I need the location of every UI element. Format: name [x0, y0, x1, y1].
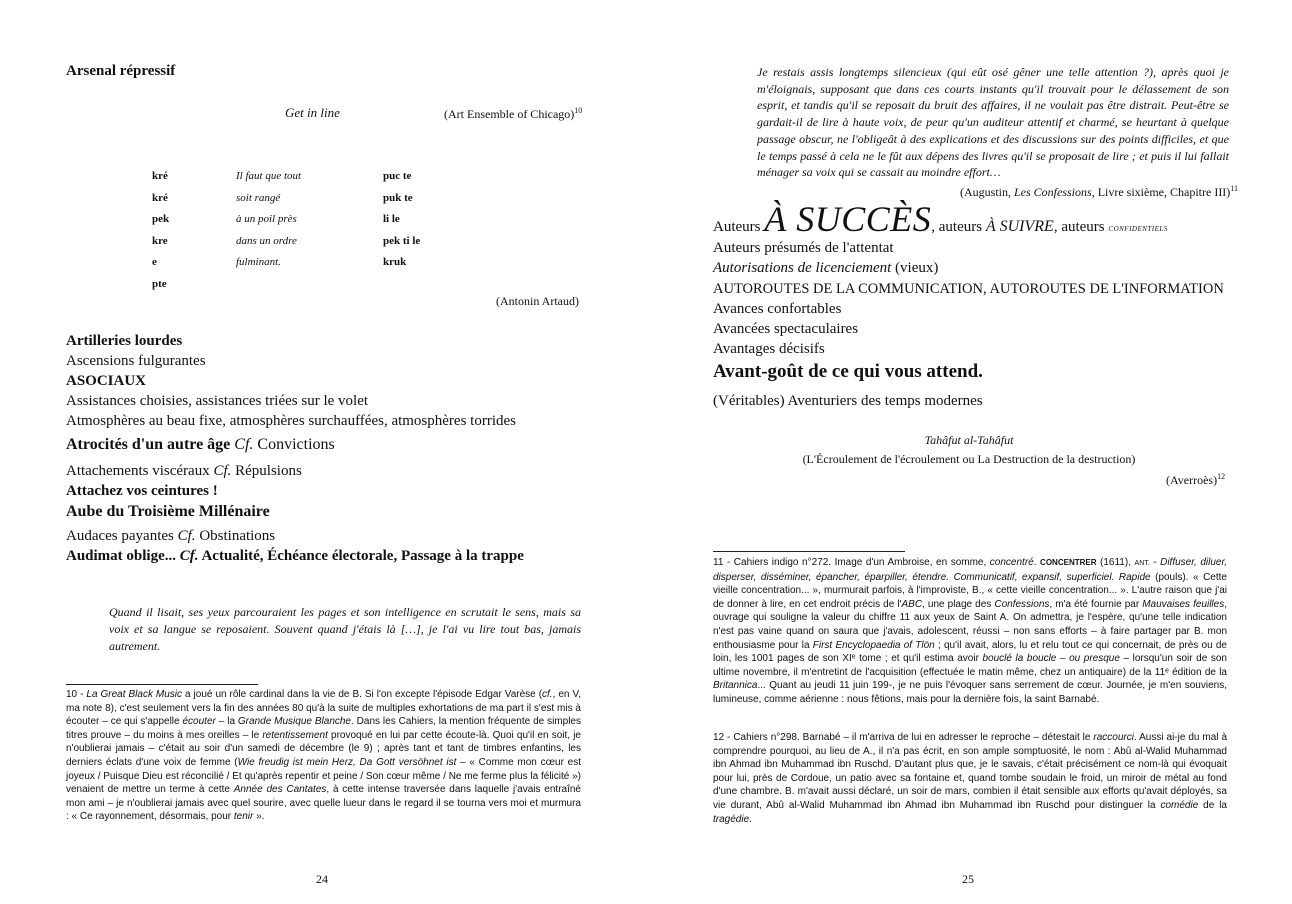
poem-line: dans un ordre	[236, 234, 297, 247]
poem-line: puk te	[383, 191, 413, 204]
footnote-ref[interactable]: 12	[1217, 472, 1226, 481]
entry-ascensions: Ascensions fulgurantes	[66, 353, 206, 369]
footnote-12: 12 - Cahiers n°298. Barnabé – il m'arriva de lui en adresser le reproche – détestait le raccourci. Aussi ai-je du mal à comprendre pourquoi, au lieu de A., il n'a pas écrit, en son ample somptuosité, le nom : Abû al-Walid Muhammad ibn Ahmad ibn Muhammad ibn Ruschd. D'autant plus que, je le savais, c'était précisément ce nom-là qui évoquait pour lui, près de Cordoue, un patio avec sa fontaine et, quand tombe soudain le froid, un miroir de métal au fond d'une chambre. B. m'avait aussi déclaré, un soir de mars, combien il était sensible aux efforts qu'avait déployés, sa vie durant, Abû al-Walid Muhammad ibn Ahmad ibn Muhammad ibn Ruschd pour distinguer la comédie de la tragédie.	[713, 732, 1228, 825]
footnote-11: 11 - Cahiers indigo n°272. Image d'un Ambroise, en somme, concentré. CONCENTRER (1611), ANT. - Diffuser, diluer, disperser, disséminer, épancher, éparpiller, étendre. Communicatif, expansif, superficiel. Rapide (pouls). « Cette vieille concentration... », murmurait parfois, à l'improviste, B., « cette vieille concentration... ». L'autre raison que j'ai de donner à lire, en cet endroit précis de l'ABC, une plage des Confessions, m'a été fournie par Mauvaises feuilles, ouvrage qui souligne la valeur du chiffre 11 aux yeux de Saint A. On admettra, je l'espère, qu'une telle indication n'est pas vaine quand on saura que j'avais, adolescent, réussi – non sans efforts – à faire partager par B. mon enthousiasme pour la First Encyclopaedia of Tlön ; qu'il avait, alors, lu et relu tout ce qui concernait, de près ou de loin, les 1001 pages de son XIᵉ tome ; et qu'il estima avoir bouclé la boucle – ou presque – lorsqu'un soir de son ultime novembre, il m'entretint de l'acquisition (effectuée le matin même, chez un antiquaire) de la 11ᵉ édition de la Britannica... Quant au jeudi 11 juin 199-, je ne puis l'évoquer sans serrement de cœur. Journée, je m'en souviens, lumineuse, comme aérienne : nous fêtions, mais pour la dernière fois, la saint Barnabé.	[713, 557, 1228, 705]
entry-artilleries: Artilleries lourdes	[66, 333, 183, 349]
entry-audaces: Audaces payantes Cf. Obstinations	[66, 528, 276, 544]
footnote-ref[interactable]: 11	[1230, 184, 1239, 193]
entry-atmospheres: Atmosphères au beau fixe, atmosphères surchauffées, atmosphères torrides	[66, 413, 516, 429]
confessions-quote: Je restais assis longtemps silencieux (qui eût osé gêner une telle attention ?), après quoi je m'éloignais, supposant que dans ces courts instants qu'il trouvait pour le délassement de son esprit, et tandis qu'il se reposait du bruit des affaires, il ne voulait pas être distrait. Peut-être se gardait-il de lire à haute voix, de peur qu'un auditeur attentif et charmé, se heurtant à quelque passage obscur, ne l'obligeât à des explications et des discussions sur des points difficiles, et que le temps passé à cela ne le fût aux dépens des livres qu'il se proposait de lire ; et puis il lui fallait ménager sa voix qui se cassait au moindre effort…	[757, 65, 1229, 180]
entry-auteurs: Auteurs À SUCCÈS, auteurs À SUIVRE, auteurs CONFIDENTIELS	[713, 199, 1168, 239]
entry-autoroutes: AUTOROUTES DE LA COMMUNICATION, AUTOROUTES DE L'INFORMATION	[713, 281, 1224, 297]
entry-asociaux: ASOCIAUX	[66, 373, 147, 389]
footnote-separator	[713, 551, 905, 552]
entry-avances: Avances confortables	[713, 301, 842, 317]
entry-autorisations: Autorisations de licenciement (vieux)	[713, 260, 939, 276]
poem-line: li le	[383, 213, 400, 225]
right-page	[646, 0, 1292, 904]
poem-line: fulminant.	[236, 256, 281, 268]
entry-aventuriers: (Véritables) Aventuriers des temps modernes	[713, 393, 983, 409]
epigraph-subtitle: (L'Écroulement de l'écroulement ou La Destruction de la destruction)	[802, 452, 1136, 466]
section-heading: Arsenal répressif	[66, 63, 176, 79]
poem-attribution: (Antonin Artaud)	[496, 294, 579, 308]
poem-line: kré	[152, 170, 168, 182]
augustine-quote: Quand il lisait, ses yeux parcouraient les pages et son intelligence en scrutait le sens, mais sa voix et sa langue se reposaient. Souvent quand j'étais là […], je l'ai vu lire tout bas, jamais autrement.	[109, 605, 581, 653]
entry-auteurs-presumes: Auteurs présumés de l'attentat	[713, 240, 894, 256]
entry-attachements: Attachements viscéraux Cf. Répulsions	[66, 463, 302, 479]
quote-source: (Augustin, Les Confessions, Livre sixième, Chapitre III)$^{11}$	[960, 184, 1239, 199]
page-number: 25	[962, 872, 974, 886]
poem-line: pek ti le	[383, 234, 421, 247]
entry-aube: Aube du Troisième Millénaire	[66, 503, 270, 520]
poem-line: kruk	[383, 256, 407, 268]
epigraph-source: (Art Ensemble of Chicago)$^{10}$	[444, 106, 583, 121]
poem-line: e	[152, 256, 157, 268]
poem-line: puc te	[383, 170, 412, 182]
poem-line: kre	[152, 234, 168, 247]
epigraph-title: Tahâfut al-Tahâfut	[924, 433, 1014, 447]
footnote-separator	[66, 684, 258, 685]
poem-line: pek	[152, 213, 170, 225]
epigraph-title: Get in line	[285, 105, 340, 120]
poem-column-2	[236, 166, 301, 274]
poem-line: soit rangé	[236, 191, 281, 204]
entry-audimat: Audimat oblige... Cf. Actualité, Échéance électorale, Passage à la trappe	[66, 548, 524, 564]
entry-assistances: Assistances choisies, assistances triées sur le volet	[66, 393, 369, 409]
poem-column-1	[152, 166, 169, 295]
footnote-10: 10 - La Great Black Music a joué un rôle cardinal dans la vie de B. Si l'on excepte l'épisode Edgar Varèse (cf., en V, ma note 8), c'est seulement vers la fin des années 80 qu'à la suite de multiples exhortations de ma part il s'est mis à écouter – ce qui s'appelle écouter – la Grande Musique Blanche. Dans les Cahiers, la mention fréquente de simples titres prouve – du moins à mes oreilles – le retentissement provoqué en lui par cette écoute-là. Quoi qu'il en soit, je n'oublierai jamais – c'était au soir d'un samedi de décembre (le 9) ; après tant et tant de timbres enfantins, les derniers éclats d'une voix de femme (Wie freudig ist mein Herz, Da Gott versöhnet ist – « Comme mon cœur est joyeux / Puisque Dieu est réconcilié / Et qu'après repentir et peine / Son cœur même / Ne me ferme plus la félicité ») venaient de mettre un terme à cette Année des Cantates, à cette intense traversée dans laquelle j'avais entraîné mon ami – je n'oublierai jamais avec quel sourire, avec quelle lueur dans le regard il se tourna vers moi et murmura : « Ce rayonnement, désormais, pour tenir ».	[66, 689, 582, 823]
entry-avantages: Avantages décisifs	[713, 341, 825, 357]
footnote-ref[interactable]: 10	[574, 106, 583, 115]
entry-attachez: Attachez vos ceintures !	[66, 483, 218, 499]
poem-column-3	[383, 166, 420, 274]
poem-line: à un poil près	[236, 213, 297, 225]
page-number: 24	[316, 872, 328, 886]
entry-avancees: Avancées spectaculaires	[713, 321, 859, 337]
poem-line: Il faut que tout	[236, 170, 302, 182]
poem-line: kré	[152, 191, 168, 204]
entry-atrocites: Atrocités d'un autre âge Cf. Convictions	[66, 436, 335, 453]
poem-line: pte	[152, 277, 167, 290]
epigraph-source: (Averroès)$^{12}$	[1166, 472, 1226, 487]
entry-avant-gout: Avant-goût de ce qui vous attend.	[713, 361, 983, 382]
